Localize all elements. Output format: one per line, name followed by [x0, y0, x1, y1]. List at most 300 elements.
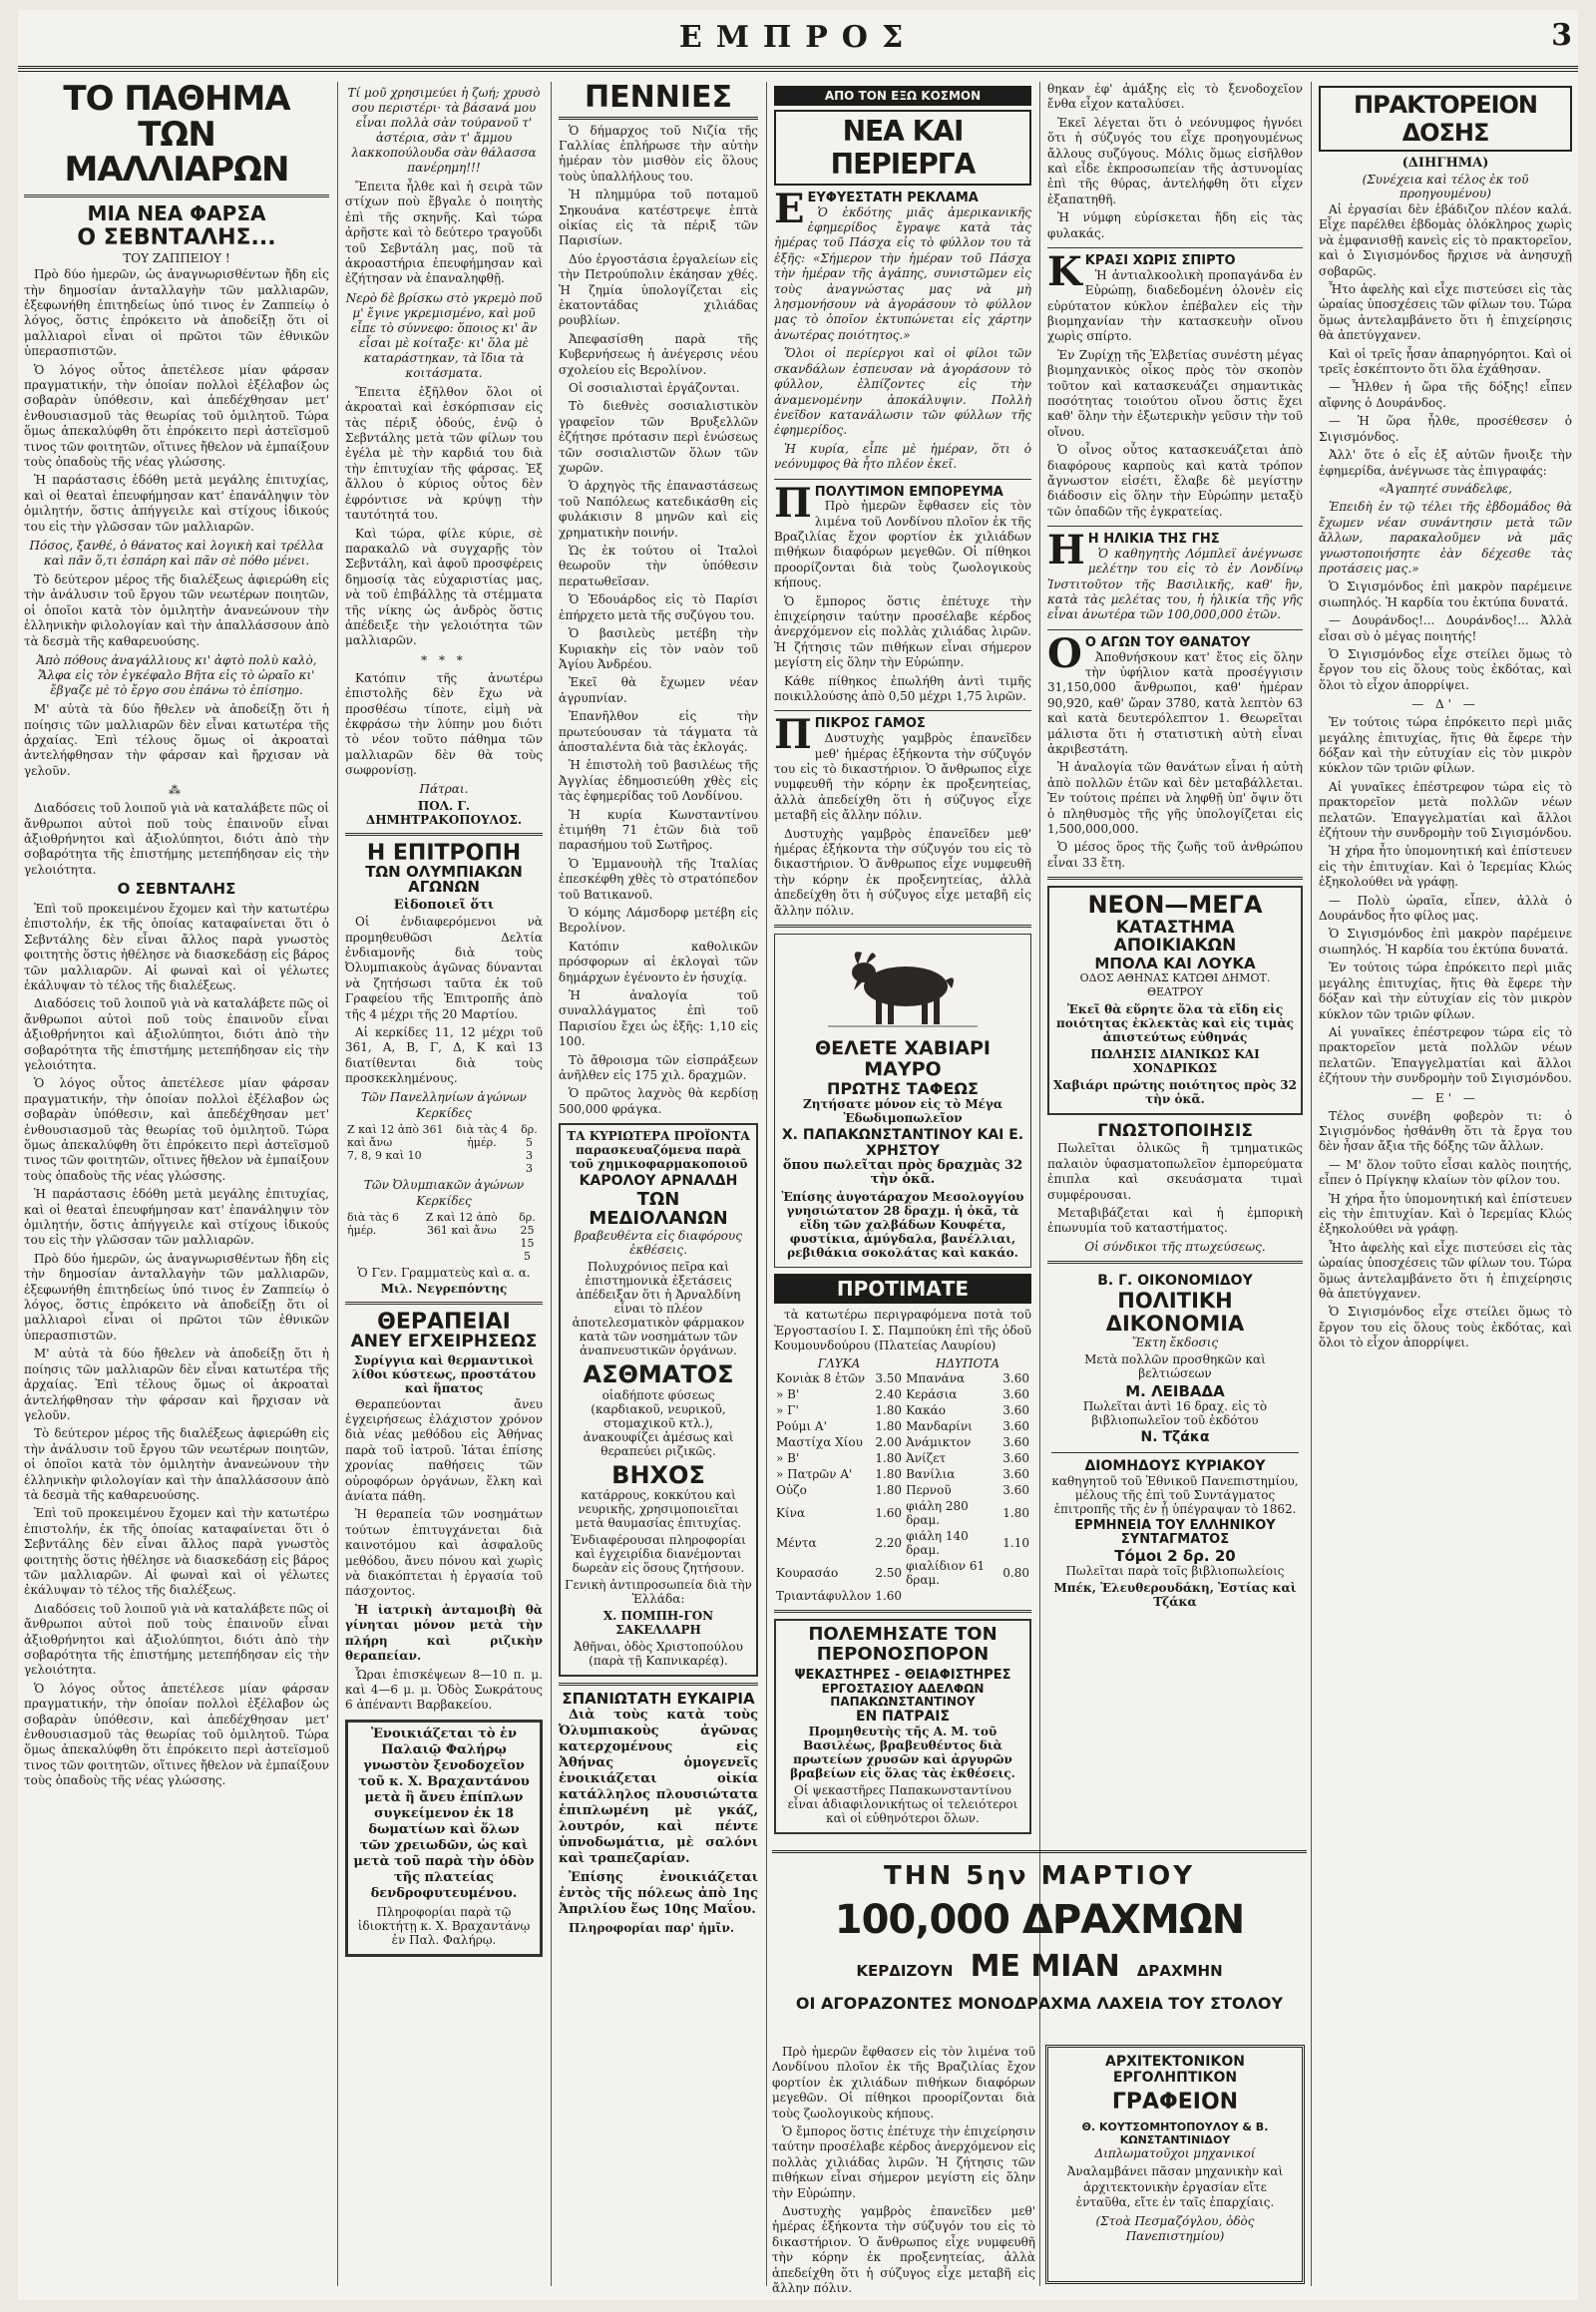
notice-signature: Μιλ. Νεγρεπόντης: [380, 1281, 508, 1296]
news-item: Τὸ ἄθροισμα τῶν εἰσπράξεων ἀνῆλθεν εἰς 175 χιλ. δραχμῶν.: [559, 1052, 758, 1083]
column-divider: [766, 82, 767, 2286]
ad-headline: ΠΟΛΕΜΗΣΑΤΕ ΤΟΝ ΠΕΡΟΝΟΣΠΟΡΟΝ: [808, 1624, 998, 1666]
news-item: Ὁ πρῶτος λαχνὸς θὰ κερδίσῃ 500,000 φράγκα.: [559, 1086, 758, 1116]
price-value: 2.40: [875, 1387, 903, 1402]
article-paragraph: Πρὸ δύο ἡμερῶν, ὡς ἀναγνωρισθέντων ἤδη εἰς τὴν δημοσίαν ἀνταλλαγὴν τῶν μαλλιαρῶν, ἐξεφωνήθη ἐπιτηδείως ὑπό τινος ἐν Ζαππείῳ ὁ λόγος, ὅστις ἐπρόκειτο νὰ ἀποδείξῃ ὅτι οἱ μαλλιαροὶ εἶναι οἱ πρῶτοι τῶν ἐθνικῶν ὑπερασπιστῶν.: [24, 267, 329, 359]
news-item: Τὸ διεθνὲς σοσιαλιστικὸν γραφεῖον τῶν Βρυξελλῶν ἐζήτησε πρότασιν περὶ ἑνώσεως τῶν σοσιαλιστῶν ὅλων τῶν χωρῶν.: [559, 399, 758, 476]
article-subhead: ΜΙΑ ΝΕΑ ΦΑΡΣΑ: [87, 201, 266, 226]
news-paragraph: Ἡ ἀντιαλκοολικὴ προπαγάνδα ἐν Εὐρώπῃ, διαδεδομένη ὁλονὲν εἰς εὐρύτατον κύκλον ἐπέβαλεν εἰς τὴν βιομηχανίαν τὴν κατασκευὴν οἴνου χωρὶς σπίρτο.: [1047, 267, 1303, 344]
price-item: Ἀνάμικτον: [906, 1435, 972, 1450]
price-item: Περνοῦ: [906, 1483, 952, 1498]
dropcap: Ε: [774, 186, 805, 232]
notice-signature: Οἱ σύνδικοι τῆς πτωχεύσεως.: [1084, 1239, 1266, 1254]
article-paragraph: Διαδόσεις τοῦ λοιποῦ γιὰ νὰ καταλάβετε πῶς οἱ ἄνθρωποι αὐτοὶ ποῦ τοὺς ἐπαινοῦν εἶναι ἀξιοθρήνητοι καὶ ἀξιολύπητοι, διότι ἀπὸ τὴν σοβαρότητα τῆς ἐπιστήμης μετεπήδησαν εἰς τὴν γελοιότητα.: [24, 996, 329, 1072]
dropcap: Κ: [1047, 248, 1082, 296]
news-item: Ἀπεφασίσθη παρὰ τῆς Κυβερνήσεως ἡ ἀνέγερσις νέου σχολείου εἰς Βερολίνον.: [559, 331, 758, 377]
notice-paragraph: Αἱ κερκίδες 11, 12 μέχρι τοῦ 361, Α, Β, Γ, Δ, Κ καὶ 13 διατίθενται διὰ τοὺς προσκεκλημένους.: [345, 1025, 543, 1086]
price-row: [774, 1370, 1031, 1386]
column-4-footer: [772, 2045, 1035, 2296]
news-headline: [774, 479, 1031, 527]
divider: [1047, 877, 1303, 880]
price-value: 3.60: [1002, 1483, 1029, 1498]
price-column-header: ΓΛΥΚΑ: [817, 1356, 861, 1371]
lottery-emphasis: ΜΕ ΜΙΑΝ: [970, 1949, 1120, 1984]
price-item: [904, 1588, 1000, 1604]
article-paragraph: Κατόπιν τῆς ἀνωτέρω ἐπιστολῆς δὲν ἔχω νὰ προσθέσω τίποτε, εἰμὴ νὰ ἐκφράσω τὴν λύπην μου διότι τὸ νέον τοῦτο πάθημα τῶν μαλλιαρῶν δὲν θὰ τοὺς σωφρονίσῃ.: [345, 670, 543, 778]
article-paragraph: Ἡ παράστασις ἐδόθη μετὰ μεγάλης ἐπιτυχίας, καὶ οἱ θεαταὶ ἐπευφήμησαν κατ' ἐπανάληψιν τὸν ὁμιλητήν, ὅστις ἀπήγγειλε καὶ στίχους ἰδικούς του εἰς τὴν γλῶσσαν τῶν μαλλιαρῶν.: [24, 473, 329, 534]
ad-subhead: ΕΡΓΟΣΤΑΣΙΟΥ ΑΔΕΛΦΩΝ ΠΑΠΑΚΩΝΣΤΑΝΤΙΝΟΥ: [821, 1682, 985, 1710]
ad-headline: ΑΡΧΙΤΕΚΤΟΝΙΚΟΝ ΕΡΓΟΛΗΠΤΙΚΟΝ: [1105, 2054, 1245, 2086]
ad-heading: ΑΣΘΜΑΤΟΣ: [583, 1360, 734, 1389]
schedule-cell: [448, 1149, 516, 1162]
lottery-text: ΚΕΡΔΙΖΟΥΝ: [856, 1962, 954, 1980]
price-value: 1.80: [875, 1483, 903, 1498]
news-paragraph: Ὁ οἶνος οὗτος κατασκευάζεται ἀπὸ διαφόρους καρποὺς καὶ κατὰ τρόπον ἄγνωστον εἰσέτι, ἔλαβε δὲ μεγίστην διάδοσιν εἰς ὅλην τὴν Εὐρώπην μεταξὺ τῶν ὀπαδῶν τῆς ἐγκρατείας.: [1047, 443, 1303, 519]
article-paragraph: Ὁ λόγος οὗτος ἀπετέλεσε μίαν φάρσαν πραγματικήν, τὴν ὁποίαν πολλοὶ ἐξέλαβον ὡς σοβαρὰν ὑπόθεσιν, καὶ ἀπεδέχθησαν μετ' ἐνθουσιασμοῦ τὰς θεωρίας τοῦ ὁμιλητοῦ. Τώρα ὅμως ἀπεκαλύφθη ὅτι ἐπρόκειτο περὶ ἀστεϊσμοῦ τινος τῶν φοιτητῶν, οἵτινες ἤθελον νὰ ἐμπαίξουν τοὺς ὀπαδοὺς τῆς νέας γλώσσης.: [24, 1681, 329, 1788]
ad-paragraph: Πληροφορίαι παρ' ἡμῖν.: [569, 1920, 734, 1935]
notice-headline: Η ΕΠΙΤΡΟΠΗ: [366, 840, 522, 866]
schedule-row: [345, 1162, 543, 1175]
article-paragraph: Τὸ δεύτερον μέρος τῆς διαλέξεως ἀφιερώθη εἰς τὴν ἀνάλυσιν τοῦ ἔργου τῶν νεωτέρων ποιητῶν, οἱ ὁποῖοι κατὰ τὸν ὁμιλητὴν ἀνανεώνουν τὴν ἑλληνικὴν φιλολογίαν καὶ τὴν ἀπαλλάσσουν ἀπὸ τὰ δεσμὰ τῆς καθαρευούσης.: [24, 573, 329, 648]
ad-paragraph: ΤΑ ΚΥΡΙΩΤΕΡΑ ΠΡΟΪΟΝΤΑ παρασκευαζόμενα παρὰ τοῦ χημικοφαρμακοποιοῦ: [567, 1129, 750, 1172]
masthead: [18, 10, 1578, 72]
ad-paragraph: Ἕκτη ἔκδοσις: [1131, 1335, 1219, 1349]
ad-headline: ΕΡΜΗΝΕΙΑ ΤΟΥ ΕΛΛΗΝΙΚΟΥ ΣΥΝΤΑΓΜΑΤΟΣ: [1074, 1518, 1276, 1548]
price-item: Μαστίχα Χίου: [776, 1435, 863, 1450]
price-row: [774, 1588, 1031, 1604]
price-item: Οὐζο: [776, 1483, 807, 1498]
price-value: 1.80: [875, 1451, 903, 1466]
price-item: » Β': [776, 1451, 800, 1466]
divider: [345, 833, 543, 836]
ad-name: Χ. ΠΑΠΑΚΩΝΣΤΑΝΤΙΝΟΥ ΚΑΙ Ε. ΧΡΗΣΤΟΥ: [781, 1127, 1024, 1159]
news-paragraph: Ἡ ἀναλογία τῶν θανάτων εἶναι ἡ αὐτὴ ἀπὸ πολλῶν ἐτῶν καὶ δὲν μεταβάλλεται. Ἐν τούτοις πρέπει νὰ ληφθῇ ὑπ' ὄψιν ὅτι ὁ πληθυσμὸς τῆς γῆς ὑπολογίζεται εἰς 1,500,000,000.: [1047, 760, 1303, 836]
story-paragraph: — Ἡ ὥρα ἦλθε, προσέθεσεν ὁ Σιγισμόνδος.: [1319, 414, 1572, 444]
article-verse: Πόσος, ξανθέ, ὁ θάνατος καὶ λογικὴ καὶ τρέλλα καὶ πᾶν ὅ,τι ἐσπάρη καὶ πᾶν σὲ πόθο μένει.: [29, 539, 324, 569]
ad-paragraph: Πωλεῖται παρὰ τοῖς βιβλιοπωλείοις: [1065, 1564, 1285, 1579]
article-verse: Νερὸ δὲ βρίσκω στὸ γκρεμὸ ποῦ μ' ἔγινε γκρεμισμένο, καὶ μοῦ εἶπε τὸ σύννεφο: ὅποιος κι' ἂν εἶσαι μὲ κοίταξε· κι' ὅλα μὲ καταράστηκαν, τὰ ἴδια τὰ κοιτάσματα.: [345, 290, 543, 380]
price-row: [774, 1434, 1031, 1450]
news-paragraph: Δυστυχὴς γαμβρὸς ἐπανεῖδεν μεθ' ἡμέρας ἑξήκοντα τὴν σύζυγόν του εἰς τὸ δικαστήριον. Ὁ ἄνθρωπος εἶχε νυμφευθῆ τὴν κόρην ἐκ προξενητείας, ἀλλὰ ἀπεδείχθη ὅτι ἡ σύζυγος εἶχε μεταβῆ εἰς ἄλλην πόλιν.: [774, 731, 1031, 823]
divider: [24, 194, 329, 197]
column-4: [768, 82, 1037, 1842]
story-paragraph: — Μ' ὅλον τοῦτο εἶσαι καλὸς ποιητής, εἶπεν ὁ Πρίγκηψ κλαίων τὸν φίλον του.: [1319, 1157, 1572, 1188]
ad-name: Θ. ΚΟΥΤΣΟΜΗΤΟΠΟΥΛΟΥ & Β. ΚΩΝΣΤΑΝΤΙΝΙΔΟΥ: [1081, 2120, 1269, 2146]
separator: ⁂: [169, 783, 185, 798]
schedule-label: Τῶν Ὀλυμπιακῶν ἀγώνων: [363, 1177, 525, 1192]
story-letter: «Ἀγαπητέ συνάδελφε,: [1378, 481, 1513, 496]
ad-paragraph: Θεραπεύονται ἄνευ ἐγχειρήσεως ἐλάχιστον χρόνον διὰ νέας μεθόδου εἰς Ἀθήνας παρὰ τοῦ ἰατροῦ. Ἰάται ἐπίσης χρονίας παθήσεις τῶν οὐροφόρων ὀργάνων, ἕλκη καὶ ἀνίατα πάθη.: [345, 1396, 543, 1504]
divider: [1047, 1261, 1303, 1264]
news-item: Κατόπιν καθολικῶν πρόσφορων αἱ ἐκλογαὶ τῶν δημάρχων ἐγένοντο ἐν ἡσυχίᾳ.: [559, 939, 758, 984]
article-headline: ΤΟ ΠΑΘΗΜΑ ΤΩΝ ΜΑΛΛΙΑΡΩΝ: [63, 79, 290, 191]
story-paragraph: Ὁ Σιγισμόνδος εἶχε στείλει ὅμως τὸ ἔργον του εἰς ὅλους τοὺς ἐκδότας, καὶ ὅλοι τὸ εἶχον ἀπορρίψει.: [1319, 646, 1572, 692]
dropcap: Π: [774, 711, 812, 759]
price-value: 3.60: [1002, 1403, 1029, 1418]
news-item: Ἐκεῖ θὰ ἔχωμεν νέαν ἀγρυπνίαν.: [559, 675, 758, 705]
price-value: 1.80: [1002, 1506, 1029, 1521]
news-item: Ἡ ἀναλογία τοῦ συναλλάγματος ἐπὶ τοῦ Παρισίου ἔχει ὡς ἑξῆς: 1,10 εἰς 100.: [559, 988, 758, 1049]
ad-subhead: ΠΡΩΤΗΣ ΤΑΦΕΩΣ: [827, 1078, 979, 1098]
schedule-cell: Ζ καὶ 12 ἀπὸ 361 καὶ ἄνω: [425, 1210, 498, 1237]
schedule-row: [345, 1250, 543, 1263]
ad-city: ΤΩΝ ΜΕΔΙΟΛΑΝΩΝ: [589, 1188, 728, 1230]
story-paragraph: Ἡ χήρα ἦτο ὑπομονητική καὶ ἐπίστευεν εἰς τὴν ἐπιτυχίαν. Καὶ ὁ Ἰερεμίας Κλώς ἐξηκολούθει νὰ γράφῃ.: [1319, 844, 1572, 890]
ad-paragraph: Προμηθευτὴς τῆς Α. Μ. τοῦ Βασιλέως, βραβευθέντος διὰ πρωτείων χρυσῶν καὶ ἀργυρῶν βραβείων εἰς ὅλας τὰς ἐκθέσεις.: [790, 1725, 1015, 1781]
signature-place: Πάτραι.: [419, 781, 469, 796]
price-row: [774, 1402, 1031, 1418]
ad-paragraph: Ἐπίσης ἀυγοτάραχον Μεσολογγίου γνησιώτατον 28 δραχμ. ἡ ὀκᾶ, τὰ εἴδη τῶν χαλβάδων Κουφέτα, φυστίκια, ἀμύγδαλα, βανέλλιαι, ρεβιθάκια σοκολάτας καὶ κακάο.: [781, 1190, 1024, 1261]
column-1: [18, 79, 335, 2286]
news-headline-text: Η ΗΛΙΚΙΑ ΤΗΣ ΓΗΣ: [1087, 532, 1220, 548]
price-item: Κακάο: [906, 1403, 946, 1418]
ad-paragraph: ΟΔΟΣ ΑΘΗΝΑΣ ΚΑΤΩΘΙ ΔΗΜΟΤ. ΘΕΑΤΡΟΥ: [1079, 971, 1271, 999]
news-paragraph: Πρὸ ἡμερῶν ἔφθασεν εἰς τὸν λιμένα τοῦ Λονδίνου πλοῖον ἐκ τῆς Βραζιλίας ἔχον φορτίον ἐκ χιλιάδων πιθήκων διαφόρων μεγεθῶν. Οἱ πίθηκοι προορίζονται διὰ τοὺς ζωολογικοὺς κήπους.: [774, 499, 1031, 590]
news-item: Ἡ πλημμύρα τοῦ ποταμοῦ Σηκουάνα κατέστρεψε ἑπτὰ οἰκίας εἰς τὰ πέριξ τῶν Παρισίων.: [559, 188, 758, 248]
news-paragraph: Ἡ κυρία, εἶπε μὲ ἡμέραν, ὅτι ὁ νεόνυμφος θὰ ἦτο πλέον ἐκεῖ.: [774, 441, 1031, 472]
rental-ad: [345, 1720, 543, 1957]
schedule-cell: διὰ τὰς 6 ἡμέρ.: [347, 1210, 400, 1237]
news-headline-text: ΠΟΛΥΤΙΜΟΝ ΕΜΠΟΡΕΥΜΑ: [814, 484, 1003, 500]
notice-paragraph: Μεταβιβάζεται καὶ ἡ ἐμπορικὴ ἐπωνυμία τοῦ καταστήματος.: [1047, 1205, 1303, 1236]
section-headline: ΠΕΝΝΙΕΣ: [559, 82, 758, 120]
article-subhead: Ο ΣΕΒΝΤΑΛΗΣ: [117, 880, 236, 899]
ad-paragraph: Ἐνδιαφέρουσαι πληροφορίαι καὶ ἐγχειρίδια διανέμονται δωρεὰν εἰς ὅσους ζητήσουν.: [571, 1533, 746, 1576]
ad-name: ΚΑΡΟΛΟΥ ΑΡΝΑΛΔΗ: [579, 1173, 738, 1190]
price-row: [774, 1418, 1031, 1434]
divider: [1047, 247, 1303, 248]
story-paragraph: — Πολὺ ὡραῖα, εἶπεν, ἀλλὰ ὁ Δουράνδος ἦτο φίλος μας.: [1319, 893, 1572, 924]
news-headline-text: ΚΡΑΣΙ ΧΩΡΙΣ ΣΠΙΡΤΟ: [1084, 253, 1236, 269]
sprayer-ad: [774, 1619, 1031, 1834]
price-value: 1.80: [875, 1403, 903, 1418]
news-item: Ὁ κόμης Λάμσδορφ μετέβη εἰς Βερολίνον.: [559, 906, 758, 936]
price-item: Κονιὰκ 8 ἐτῶν: [776, 1371, 866, 1386]
article-paragraph: Μ' αὐτὰ τὰ δύο ἤθελεν νὰ ἀποδείξῃ ὅτι ἡ ποίησις τῶν μαλλιαρῶν δὲν εἶναι κατωτέρα τῆς ἀρχαίας. Ἐπὶ τέλους ὅμως οἱ ἀκροαταὶ ἀντελήφθησαν τὴν φάρσαν καὶ ἤρχισαν νὰ γελοῦν.: [24, 702, 329, 778]
news-item: Οἱ σοσιαλισταὶ ἐργάζονται.: [569, 381, 740, 395]
news-item: Ἐπανῆλθον εἰς τὴν πρωτεύουσαν τὰ τάγματα τὰ ἀποσταλέντα διὰ τὰς ἐκλογάς.: [559, 709, 758, 754]
news-paragraph: Ὁ καθηγητὴς Λόμπλεϊ ἀνέγνωσε μελέτην του εἰς τὸ ἐν Λονδίνῳ Ἰνστιτοῦτον τῆς Βασιλικῆς, καθ' ἣν, κατὰ τὰς μελέτας του, ἡ ἡλικία τῆς γῆς εἶναι ἀνωτέρα τῶν 100,000,000 ἐτῶν.: [1047, 546, 1303, 622]
schedule-row: [345, 1149, 543, 1162]
dropcap: Η: [1047, 527, 1085, 575]
ad-paragraph: Ἐκεῖ θὰ εὕρητε ὅλα τὰ εἴδη εἰς ποιότητας ἐκλεκτὰς καὶ εἰς τιμὰς ἀπιστεύτως εὐθηνάς: [1056, 1002, 1294, 1045]
news-item: Ὁ βασιλεὺς μετέβη τὴν Κυριακὴν εἰς τὸν ναὸν τοῦ Ἁγίου Ἀνδρέου.: [559, 626, 758, 671]
article-paragraph: Ἐπὶ τοῦ προκειμένου ἔχομεν καὶ τὴν κατωτέρω ἐπιστολήν, ἐκ τῆς ὁποίας καταφαίνεται ὅτι ὁ Σεβντάλης δὲν εἶναι ἄλλος παρὰ γνωστὸς φοιτητὴς ὅστις ἠθέλησε νὰ διασκεδάσῃ εἰς βάρος τῶν μαλλιαρῶν. Αἱ φωναὶ καὶ οἱ γέλωτες ἐκάλυψαν τὸ τέλος τῆς διαλέξεως.: [24, 1506, 329, 1598]
ad-paragraph: Χαβιάρι πρώτης ποιότητος πρὸς 32 τὴν ὀκᾶ.: [1053, 1078, 1297, 1107]
price-item: Βανίλια: [906, 1467, 956, 1482]
divider: [774, 710, 1031, 711]
ad-headline: ΣΠΑΝΙΩΤΑΤΗ ΕΥΚΑΙΡΙΑ: [562, 1690, 755, 1709]
news-item: Ὁ Ἐδουάρδος εἰς τὸ Παρίσι ἐπήρχετο μετὰ τῆς συζύγου του.: [559, 592, 758, 622]
ad-paragraph: Οἱ ψεκαστῆρες Παπακωνσταντίνου εἶναι ἀδιαφιλονικήτως οἱ τελειότεροι καὶ οἱ εὐθηνότεροι ὅλων.: [787, 1783, 1018, 1826]
news-headline-text: ΕΥΦΥΕΣΤΑΤΗ ΡΕΚΛΑΜΑ: [807, 191, 979, 205]
ad-paragraph: Ἀθῆναι, ὁδὸς Χριστοπούλου (παρὰ τῇ Καπνικαρέᾳ).: [574, 1640, 743, 1669]
lottery-footer: ΟΙ ΑΓΟΡΑΖΟΝΤΕΣ ΜΟΝΟΔΡΑΧΜΑ ΛΑΧΕΙΑ ΤΟΥ ΣΤΟΛΟΥ: [795, 1994, 1284, 2013]
schedule-cell: διὰ τὰς 4 ἡμέρ.: [455, 1122, 508, 1149]
news-paragraph: Πρὸ ἡμερῶν ἔφθασεν εἰς τὸν λιμένα τοῦ Λονδίνου πλοῖον ἐκ τῆς Βραζιλίας ἔχον φορτίον ἐκ χιλιάδων πιθήκων διαφόρων μεγεθῶν. Οἱ πίθηκοι προορίζονται διὰ τοὺς ζωολογικοὺς κήπους.: [772, 2045, 1035, 2120]
ad-paragraph: ὅπου πωλεῖται πρὸς δραχμὰς 32 τὴν ὀκᾶ.: [782, 1158, 1023, 1188]
price-value: 1.80: [875, 1419, 903, 1434]
article-paragraph: Ἡ παράστασις ἐδόθη μετὰ μεγάλης ἐπιτυχίας, καὶ οἱ θεαταὶ ἐπευφήμησαν κατ' ἐπανάληψιν τὸν ὁμιλητήν, ὅστις ἀπήγγειλε καὶ στίχους ἰδικούς του εἰς τὴν γλῶσσαν τῶν μαλλιαρῶν.: [24, 1187, 329, 1248]
article-paragraph: Μ' αὐτὰ τὰ δύο ἤθελεν νὰ ἀποδείξῃ ὅτι ἡ ποίησις τῶν μαλλιαρῶν δὲν εἶναι κατωτέρα τῆς ἀρχαίας. Ἐπὶ τέλους ὅμως οἱ ἀκροαταὶ ἀντελήφθησαν τὴν φάρσαν καὶ ἤρχισαν νὰ γελοῦν.: [24, 1347, 329, 1422]
story-paragraph: Αἱ γυναῖκες ἐπέστρεφον τώρα εἰς τὸ πρακτορεῖον μετὰ πολλῶν νέων πελατῶν. Ἐπαγγελματίαι καὶ ἄλλοι ἐζήτουν τὴν συνδρομὴν τοῦ Σιγισμόνδου.: [1319, 1024, 1572, 1086]
news-headline: [774, 711, 1031, 759]
schedule-label: Κερκίδες: [416, 1105, 472, 1120]
ad-heading: ΒΗΧΟΣ: [611, 1460, 705, 1489]
ad-paragraph: Γενικὴ ἀντιπροσωπεία διὰ τὴν Ἑλλάδα:: [565, 1578, 752, 1607]
ad-paragraph: Ἀναλαμβάνει πᾶσαν μηχανικὴν καὶ ἀρχιτεκτονικὴν ἐργασίαν εἴτε ἐνταῦθα, εἴτε ἐν ταῖς ἐπαρχίαις.: [1066, 2164, 1284, 2210]
news-headline: [1047, 248, 1303, 296]
story-paragraph: Τέλος συνέβη φοβερὸν τι: ὁ Σιγισμόνδος ἠσθάνθη ὅτι τὰ ἔργα του δὲν ἦσαν ἄξια τῆς δόξης τῶν ἄλλων.: [1319, 1108, 1572, 1154]
ad-paragraph: Διπλωματοῦχοι μηχανικοί: [1094, 2146, 1256, 2160]
ad-paragraph: καθηγητοῦ τοῦ Ἐθνικοῦ Πανεπιστημίου, μέλους τῆς ἐπὶ τοῦ Συντάγματος ἐπιτροπῆς τῆς ἐν ᾗ ὑπέγραψαν τὸ 1862.: [1051, 1474, 1299, 1517]
column-5: [1041, 82, 1309, 1842]
ad-price: Τόμοι 2 δρ. 20: [1114, 1546, 1236, 1565]
price-column-header: ΗΔΥΠΟΤΑ: [936, 1356, 1000, 1371]
price-row: [774, 1482, 1031, 1498]
news-paragraph: Δυστυχὴς γαμβρὸς ἐπανεῖδεν μεθ' ἡμέρας ἑξήκοντα τὴν σύζυγόν του εἰς τὸ δικαστήριον. Ὁ ἄνθρωπος εἶχε νυμφευθῆ τὴν κόρην ἐκ προξενητείας, ἀλλὰ ἀπεδείχθη ὅτι ἡ σύζυγος εἶχε μεταβῆ εἰς ἄλλην πόλιν.: [772, 2204, 1035, 2296]
ad-paragraph: Διὰ τοὺς κατὰ τοὺς Ὀλυμπιακοὺς ἀγῶνας κατερχομένους εἰς Ἀθήνας ὁμογενεῖς ἐνοικιάζεται οἰκία κατάλληλος πλουσιώτατα ἐπιπλωμένη μὲ γκάζ, λουτρόν, καὶ πέντε ὑπνοδωμάτια, μὲ σαλόνι καὶ τραπεζαρίαν.: [559, 1707, 758, 1866]
story-paragraph: — Δουράνδος!... Δουράνδος!... Ἀλλὰ εἶσαι σὺ ὁ μέγας ποιητής!: [1319, 613, 1572, 643]
article-paragraph: Ἐπὶ τοῦ προκειμένου ἔχομεν καὶ τὴν κατωτέρω ἐπιστολήν, ἐκ τῆς ὁποίας καταφαίνεται ὅτι ὁ Σεβντάλης δὲν εἶναι ἄλλος παρὰ γνωστὸς φοιτητὴς ὅστις ἠθέλησε νὰ διασκεδάσῃ εἰς βάρος τῶν μαλλιαρῶν. Αἱ φωναὶ καὶ οἱ γέλωτες ἐκάλυψαν τὸ τέλος τῆς διαλέξεως.: [24, 901, 329, 992]
price-value: 1.60: [875, 1589, 903, 1604]
notice-subhead: Εἰδοποιεῖ ὅτι: [393, 898, 495, 914]
schedule-cell: 15: [520, 1236, 535, 1250]
story-paragraph: Ἦτο ἀφελὴς καὶ εἶχε πιστεύσει εἰς τὰς ὡραίας ὑποσχέσεις τῶν φίλων του. Τώρα ὅμως ἀντελαμβάνετο ὅτι ἡ ἐπιχείρησις θὰ ἀπετύγχανεν.: [1319, 282, 1572, 343]
notice-headline: ΓΝΩΣΤΟΠΟΙΗΣΙΣ: [1097, 1121, 1253, 1142]
ad-subhead: ΨΕΚΑΣΤΗΡΕΣ - ΘΕΙΑΦΙΣΤΗΡΕΣ: [794, 1667, 1011, 1683]
ad-paragraph: Ἐπίσης ἐνοικιάζεται ἐντὸς τῆς πόλεως ἀπὸ 1ης Ἀπριλίου ἕως 10ης Μαΐου.: [559, 1869, 758, 1917]
price-value: 3.60: [1002, 1371, 1029, 1386]
separator: * * *: [421, 652, 467, 667]
price-item: » Β': [776, 1387, 800, 1402]
schedule-cell: δρ. 5: [521, 1122, 538, 1149]
price-item: Μέντα: [776, 1536, 817, 1551]
newspaper-page: [18, 10, 1578, 2300]
column-divider: [337, 82, 338, 2286]
lottery-date: ΤΗΝ 5ην ΜΑΡΤΙΟΥ: [883, 1861, 1196, 1891]
news-headline: [774, 186, 1031, 232]
story-paragraph: Ἡ χήρα ἦτο ὑπομονητική καὶ ἐπίστευεν εἰς τὴν ἐπιτυχίαν. Καὶ ὁ Ἰερεμίας Κλώς ἐξηκολούθει νὰ γράφῃ.: [1319, 1191, 1572, 1237]
price-item: » Γ': [776, 1403, 799, 1418]
ad-name: Μ. ΛΕΙΒΑΔΑ: [1125, 1381, 1225, 1400]
price-value: 0.80: [1002, 1566, 1029, 1581]
ad-headline: ΘΕΡΑΠΕΙΑΙ: [377, 1309, 511, 1335]
price-value: 3.60: [1002, 1387, 1029, 1402]
divider: [1051, 1452, 1299, 1453]
lottery-text: ΔΡΑΧΜΗΝ: [1136, 1962, 1223, 1980]
price-value: 1.80: [875, 1467, 903, 1482]
price-item: Μπανάνα: [906, 1371, 966, 1386]
price-value: 2.00: [875, 1435, 903, 1450]
article-paragraph: Ἔπειτα ἦλθε καὶ ἡ σειρὰ τῶν στίχων ποὺ ἔβγαλε ὁ ποιητὴς ἐπὶ τῆς σκηνῆς. Καὶ τώρα ἀρῆστε καὶ τὸ δεύτερο τραγοῦδι τοῦ Σεβντάλη μας, ποῦ τὰ ἀκροαστήρια ἐπευφήμησαν καὶ ἐζήτησαν νὰ ἐπαναληφθῇ.: [345, 180, 543, 286]
schedule-cell: 3: [525, 1161, 533, 1175]
price-item: » Πατρῶν Α': [776, 1467, 853, 1482]
story-paragraph: Καὶ οἱ τρεῖς ἦσαν ἀπαρηγόρητοι. Καὶ οἱ τρεῖς ἐσκέπτοντο ὅτι ὅλα ἐχάθησαν.: [1319, 346, 1572, 377]
ad-paragraph: Πωλεῖται ἀντὶ 16 δραχ. εἰς τὸ βιβλιοπωλεῖον τοῦ ἐκδότου: [1082, 1399, 1268, 1428]
story-paragraph: Ὁ Σιγισμόνδος ἐπὶ μακρὸν παρέμεινε σιωπηλός. Ἡ καρδία του ἐκτύπα δυνατά.: [1319, 927, 1572, 957]
ad-name: Ν. Τζάκα: [1140, 1429, 1210, 1446]
schedule-row: [345, 1123, 543, 1149]
price-value: 3.50: [875, 1371, 903, 1386]
news-paragraph: Δυστυχὴς γαμβρὸς ἐπανεῖδεν μεθ' ἡμέρας ἑξήκοντα τὴν σύζυγόν του εἰς τὸ δικαστήριον. Ὁ ἄνθρωπος εἶχε νυμφευθῆ τὴν κόρην ἐκ προξενητείας, ἀλλὰ ἀπεδείχθη ὅτι ἡ σύζυγος εἶχε μεταβῆ εἰς ἄλλην πόλιν.: [774, 826, 1031, 918]
ad-paragraph: οἱαδήποτε φύσεως (καρδιακοῦ, νευρικοῦ, στομαχικοῦ κτλ.), ἀνακουφίζει ἀμέσως καὶ θεραπεύει ριζικῶς.: [583, 1387, 734, 1458]
ad-paragraph: Ἡ ἰατρικὴ ἀνταμοιβὴ θὰ γίνηται μόνον μετὰ τὴν πλήρη καὶ ριζικὴν θεραπείαν.: [345, 1602, 543, 1664]
news-paragraph: Ὅλοι οἱ περίεργοι καὶ οἱ φίλοι τῶν σκανδάλων ἐσπευσαν νὰ ἀγοράσουν τὸ φύλλον, ἐλπίζοντες εἰς τὴν ἀναμενομένην ἀποκάλυψιν. Πολλὴ ἐνεῖδον κατανάλωσιν τῶν φύλλων τῆς ἐφημερίδος.: [774, 346, 1031, 438]
schedule-cell: [412, 1237, 512, 1250]
price-value: 1.60: [875, 1506, 903, 1521]
news-paragraph: Ἐκεῖ λέγεται ὅτι ὁ νεόνυμφος ἠγνόει ὅτι ἡ σύζυγός του εἶχε προηγουμένως ἄλλους συζύγους. Μόλις ὅμως εἰσῆλθον καὶ εἶδε ἐκπροσωπείαν τῆς ἀστυνομίας ἐπὶ τῆς θύρας, ἀντελήφθη ὅτι εἶχεν ἐξαπατηθῆ.: [1047, 115, 1303, 206]
separator: — Ε' —: [1411, 1090, 1479, 1105]
column-6: [1313, 82, 1578, 2286]
news-paragraph: Ἐν Ζυρίχῃ τῆς Ἑλβετίας συνέστη μέγας βιομηχανικὸς οἶκος πρὸς τὸν σκοπὸν τοῦτον καὶ κατασκευάζει σημαντικὰς ποσότητας τοιούτου οἴνου ὅστις ἔχει καθ' ὅλην τὴν ἐξωτερικὴν γεῦσιν τὴν τοῦ οἴνου.: [1047, 347, 1303, 439]
article-subhead: Ο ΣΕΒΝΤΑΛΗΣ...: [77, 225, 276, 251]
lottery-ad: [772, 1850, 1307, 2030]
ad-headline: ΠΟΛΙΤΙΚΗ ΔΙΚΟΝΟΜΙΑ: [1105, 1288, 1245, 1336]
story-paragraph: Ὁ Σιγισμόνδος ἐπὶ μακρὸν παρέμεινε σιωπηλός. Ἡ καρδία του ἐκτύπα δυνατά.: [1319, 579, 1572, 609]
story-paragraph: Αἱ ἐργασίαι δὲν ἐβάδιζον πλέον καλά. Εἶχε παρέλθει ἑβδομὰς ὁλόκληρος χωρὶς νὰ ἐμφανισθῇ κανεὶς εἰς τὸ πρακτορεῖον, καὶ ὁ Σιγισμόνδος ἤρχισε νὰ ἀνησυχῇ σοβαρῶς.: [1319, 202, 1572, 278]
schedule-cell: [345, 1250, 412, 1263]
price-item: φιάλη 280 δραμ.: [906, 1499, 969, 1528]
ad-paragraph: Ἐνοικιάζεται τὸ ἐν Παλαιῷ Φαλήρῳ γνωστὸν ξενοδοχεῖον τοῦ κ. Χ. Βραχαντάνου μετὰ ἢ ἄνευ ἐπίπλων συγκείμενον ἐκ 18 δωματίων καὶ ὅλων τῶν χρειωδῶν, ὡς καὶ μετὰ τοῦ παρὰ τὴν ὁδὸν τῆς πλατείας δενδροφυτευμένου.: [353, 1726, 535, 1901]
price-value: [1000, 1588, 1031, 1604]
price-table: [774, 1356, 1031, 1604]
ad-paragraph: βραβευθέντα εἰς διαφόρους ἐκθέσεις.: [575, 1229, 742, 1258]
price-value: 3.60: [1002, 1419, 1029, 1434]
pharmacy-ad: [559, 1123, 758, 1677]
price-value: 2.50: [875, 1566, 903, 1581]
news-headline: [1047, 629, 1303, 677]
section-kicker: ΑΠΟ ΤΟΝ ΕΞΩ ΚΟΣΜΟΝ: [774, 86, 1031, 106]
schedule-cell: Ζ καὶ 12 ἀπὸ 361 καὶ ἄνω: [347, 1122, 444, 1149]
divider: [1047, 526, 1303, 527]
grocery-ad: [1047, 886, 1303, 1115]
ad-headline: ΠΡΟΤΙΜΑΤΕ: [774, 1274, 1031, 1304]
ad-paragraph: Πολυχρόνιος πεῖρα καὶ ἐπιστημονικὰ ἐξετάσεις ἀπέδειξαν ὅτι ἡ Ἀρναλδίνη εἶναι τὸ πλέον ἀποτελεσματικὸν φάρμακον κατὰ τῶν νοσημάτων τῶν ἀναπνευστικῶν ὀργάνων.: [572, 1260, 745, 1358]
ad-paragraph: Μετὰ πολλῶν προσθηκῶν καὶ βελτιώσεων: [1084, 1351, 1266, 1380]
schedule-cell: [412, 1250, 512, 1263]
news-paragraph: Ἡ νύμφη εὑρίσκεται ἤδη εἰς τὰς φυλακάς.: [1047, 210, 1303, 240]
price-item: Ἀνίζετ: [906, 1451, 947, 1466]
news-item: Ὡς ἐκ τούτου οἱ Ἰταλοὶ θεωροῦν τὴν ὑπόθεσιν περατωθεῖσαν.: [559, 544, 758, 588]
ad-subhead: ΜΠΟΛΑ ΚΑΙ ΛΟΥΚΑ: [1094, 954, 1256, 972]
section-headline: ΝΕΑ ΚΑΙ ΠΕΡΙΕΡΓΑ: [774, 110, 1031, 186]
seat-schedule: [345, 1211, 543, 1263]
price-item: Κεράσια: [906, 1387, 958, 1402]
news-item: Ἡ ἐπιστολὴ τοῦ βασιλέως τῆς Ἀγγλίας ἐδημοσιεύθη χθὲς εἰς τὰς ἐφημερίδας τοῦ Λονδίνου.: [559, 758, 758, 804]
architect-ad: [1045, 2045, 1305, 2284]
schedule-row: [345, 1211, 543, 1237]
story-paragraph: Ἐν τούτοις τώρα ἐπρόκειτο περὶ μιᾶς μεγάλης ἐπιτυχίας, ἥτις θὰ ἔφερε τὴν δόξαν καὶ τὴν εὐτυχίαν εἰς τὸν μικρὸν κύκλον τῶν τριῶν φίλων.: [1319, 715, 1572, 776]
article-paragraph: Καὶ τώρα, φίλε κύριε, σὲ παρακαλῶ νὰ συγχαρῇς τὸν Σεβντάλη, καὶ ἀφοῦ προσφέρεις δημοσίᾳ τὰς εὐχαριστίας μας, νὰ τοῦ ἐπιβάλλῃς τὰ στέμματα τῆς νίκης ὡς ἀνδρὸς ὅστις ἀπέδειξε τὴν γελοιότητα τῶν μαλλιαρῶν.: [345, 526, 543, 648]
price-value: 1.10: [1002, 1536, 1029, 1551]
ad-paragraph: Χ. ΠΟΜΠΗ-ΓΟΝ ΣΑΚΕΛΛΑΡΗ: [602, 1609, 714, 1638]
ad-headline: ΝΕΟΝ—ΜΕΓΑ: [1087, 891, 1263, 920]
news-headline-text: Ο ΑΓΩΝ ΤΟΥ ΘΑΝΑΤΟΥ: [1084, 634, 1251, 650]
article-paragraph: Ὁ λόγος οὗτος ἀπετέλεσε μίαν φάρσαν πραγματικήν, τὴν ὁποίαν πολλοὶ ἐξέλαβον ὡς σοβαρὰν ὑπόθεσιν, καὶ ἀπεδέχθησαν μετ' ἐνθουσιασμοῦ τὰς θεωρίας τοῦ ὁμιλητοῦ. Τώρα ὅμως ἀπεκαλύφθη ὅτι ἐπρόκειτο περὶ ἀστεϊσμοῦ τινος τῶν φοιτητῶν, οἵτινες ἤθελον νὰ ἐμπαίξουν τοὺς ὀπαδοὺς τῆς νέας γλώσσης.: [24, 1076, 329, 1183]
column-3: [553, 82, 764, 2286]
article-paragraph: Διαδόσεις τοῦ λοιποῦ γιὰ νὰ καταλάβετε πῶς οἱ ἄνθρωποι αὐτοὶ ποῦ τοὺς ἐπαινοῦν εἶναι ἀξιοθρήνητοι καὶ ἀξιολύπητοι, διότι ἀπὸ τὴν σοβαρότητα τῆς ἐπιστήμης μετεπήδησαν εἰς τὴν γελοιότητα.: [24, 801, 329, 877]
price-item: Ρούμι Α': [776, 1419, 827, 1434]
price-item: Κουρασάο: [776, 1566, 839, 1581]
signature: ΠΟΛ. Γ. ΔΗΜΗΤΡΑΚΟΠΟΥΛΟΣ.: [365, 798, 523, 827]
price-item: φιαλίδιον 61 δραμ.: [906, 1559, 986, 1588]
news-item: Ὁ Ἐμμανουὴλ τῆς Ἰταλίας ἐπεσκέφθη χθὲς τὸ στρατόπεδον τοῦ Βατικανοῦ.: [559, 856, 758, 902]
price-item: Κίνα: [776, 1506, 806, 1521]
story-paragraph: Ἐπειδὴ ἐν τῷ τέλει τῆς ἑβδομάδος θὰ ἔχωμεν νέαν συνάντησιν μετὰ τῶν ἄλλων, παρακαλοῦμεν νὰ μᾶς γνωστοποιήσητε ἐὰν δέχεσθε τὰς προτάσεις μας.»: [1319, 500, 1572, 576]
price-row: [774, 1466, 1031, 1482]
price-item: φιάλη 140 δραμ.: [906, 1529, 969, 1558]
ad-author: Β. Γ. ΟΙΚΟΝΟΜΙΔΟΥ: [1097, 1273, 1253, 1290]
story-paragraph: Ὁ Σιγισμόνδος εἶχε στείλει ὅμως τὸ ἔργον του εἰς ὅλους τοὺς ἐκδότας, καὶ ὅλοι τὸ εἶχον ἀπορρίψει.: [1319, 1305, 1572, 1350]
book-ad: [1047, 1270, 1303, 1616]
ad-headline: ΚΑΤΑΣΤΗΜΑ ΑΠΟΙΚΙΑΚΩΝ: [1113, 917, 1237, 957]
column-divider: [1311, 82, 1312, 2286]
separator: — Δ' —: [1411, 697, 1479, 712]
news-paragraph: Κάθε πίθηκος ἐπωλήθη ἀντὶ τιμῆς ποικιλλούσης ἀπὸ 0,50 μέχρι 1,75 λιρῶν.: [774, 673, 1031, 704]
news-paragraph: θηκαν ἐφ' ἁμάξης εἰς τὸ ξενοδοχεῖον ἔνθα εἶχον καταλύσει.: [1047, 82, 1303, 112]
schedule-cell: 3: [525, 1148, 533, 1162]
ad-headline: ΓΡΑΦΕΙΟΝ: [1111, 2090, 1239, 2115]
news-item: Ἡ κυρία Κωνσταντίνου ἐτιμήθη 71 ἐτῶν διὰ τοῦ παρασήμου τοῦ Σωτῆρος.: [559, 807, 758, 853]
schedule-label: Τῶν Πανελληνίων ἀγώνων: [361, 1089, 527, 1104]
lottery-line: [772, 1949, 1307, 1984]
ad-paragraph: Πληροφορίαι παρὰ τῷ ἰδιοκτήτῃ κ. Χ. Βραχαντάνῳ ἐν Παλ. Φαλήρῳ.: [357, 1904, 531, 1947]
masthead-rule: [18, 66, 1578, 67]
price-row: [774, 1528, 1031, 1558]
schedule-cell: δρ. 25: [519, 1210, 536, 1237]
page-number: 3: [1551, 18, 1572, 53]
notice-paragraph: Οἱ ἐνδιαφερόμενοι νὰ προμηθευθῶσι Δελτία ἐνδιαμονῆς διὰ τοὺς Ὀλυμπιακοὺς ἀγῶνας δύνανται νὰ ζητήσωσι ταῦτα ἐκ τοῦ Γραφείου τῆς Ἐπιτροπῆς ἀπὸ τῆς 4 μέχρι τῆς 20 Μαρτίου.: [345, 915, 543, 1021]
story-paragraph: Αἱ γυναῖκες ἐπέστρεφον τώρα εἰς τὸ πρακτορεῖον μετὰ πολλῶν νέων πελατῶν. Ἐπαγγελματίαι καὶ ἄλλοι ἐζήτουν τὴν συνδρομὴν τοῦ Σιγισμόνδου.: [1319, 779, 1572, 841]
story-paragraph: Ἦτο ἀφελὴς καὶ εἶχε πιστεύσει εἰς τὰς ὡραίας ὑποσχέσεις τῶν φίλων του. Τώρα ὅμως ἀντελαμβάνετο ὅτι ἡ ἐπιχείρησις θὰ ἀπετύγχανεν.: [1319, 1240, 1572, 1301]
dropcap: Π: [774, 479, 812, 527]
divider: [559, 1683, 758, 1686]
seat-schedule: [345, 1123, 543, 1175]
story-headline: ΠΡΑΚΤΟΡΕΙΟΝ ΔΟΣΗΣ: [1319, 86, 1572, 152]
news-paragraph: Ὁ ἔμπορος ὅστις ἐπέτυχε τὴν ἐπιχείρησιν ταύτην προσέλαβε κέρδος ἀνερχόμενον εἰς πολλὰς χιλιάδας λιρῶν. Ἡ ζήτησις τῶν πιθήκων εἶναι σήμερον μεγίστη εἰς ὅλην τὴν Εὐρώπην.: [772, 2124, 1035, 2200]
news-item: Ὁ δήμαρχος τοῦ Νιζία τῆς Γαλλίας ἐπλήρωσε τὴν αὐτὴν ἡμέραν τὸν μισθὸν εἰς ὅλους τοὺς ὑπαλλήλους του.: [559, 123, 758, 184]
schedule-label: Κερκίδες: [416, 1193, 472, 1208]
divider: [1047, 629, 1303, 630]
price-row: [774, 1450, 1031, 1466]
ad-paragraph: Ἡ θεραπεία τῶν νοσημάτων τούτων ἐπιτυγχάνεται διὰ καινοτόμου καὶ ἀσφαλοῦς μεθόδου, ἄνευ πόνου καὶ χωρὶς νὰ διακόπτεται ἡ ἐργασία τοῦ πάσχοντος.: [345, 1507, 543, 1599]
price-row: [774, 1558, 1031, 1588]
schedule-cell: 7, 8, 9 καὶ 10: [347, 1148, 422, 1162]
divider: [774, 1610, 1031, 1613]
ad-paragraph: Μπέκ, Ἐλευθερουδάκη, Ἑστίας καὶ Τζάκα: [1053, 1581, 1297, 1610]
news-item: Ὁ ἀρχηγὸς τῆς ἐπαναστάσεως τοῦ Ναπόλεως κατεδικάσθη εἰς φυλάκισιν 8 μηνῶν καὶ εἰς χρηματικὴν ποινήν.: [559, 479, 758, 540]
ad-headline: ΘΕΛΕΤΕ ΧΑΒΙΑΡΙ ΜΑΥΡΟ: [815, 1036, 991, 1080]
news-paragraph: Ὁ μέσος ὅρος τῆς ζωῆς τοῦ ἀνθρώπου εἶναι 33 ἔτη.: [1047, 840, 1303, 870]
article-paragraph: Ἔπειτα ἐξῆλθον ὅλοι οἱ ἀκροαταὶ καὶ ἐσκόρπισαν εἰς τὰς πέριξ ὁδούς, ἐνῷ ὁ Σεβντάλης μετὰ τῶν φίλων του ἐγέλα μὲ τὴν καρδιά του διὰ τὴν ἐπιτυχίαν τῆς φάρσας. Ἐξ ἄλλου ὁ κύριος οὗτος δὲν ἐφρόντισε νὰ κρύψῃ τὴν ταυτότητά του.: [345, 384, 543, 523]
article-paragraph: Τὸ δεύτερον μέρος τῆς διαλέξεως ἀφιερώθη εἰς τὴν ἀνάλυσιν τοῦ ἔργου τῶν νεωτέρων ποιητῶν, οἱ ὁποῖοι κατὰ τὸν ὁμιλητὴν ἀνανεώνουν τὴν ἑλληνικὴν φιλολογίαν καὶ τὴν ἀπαλλάσσουν ἀπὸ τὰ δεσμὰ τῆς καθαρευούσης.: [24, 1426, 329, 1502]
divider: [774, 925, 1031, 928]
price-value: 2.20: [875, 1536, 903, 1551]
story-paragraph: Ἀλλ' ὅτε ὁ εἷς ἐξ αὐτῶν ἤνοιξε τὴν ἐφημερίδα, ἀνέγνωσε τὰς ἐπιγραφάς:: [1319, 448, 1572, 478]
schedule-row: [345, 1237, 543, 1250]
schedule-cell: [345, 1237, 412, 1250]
price-value: 3.60: [1002, 1435, 1029, 1450]
article-verse: Ἀπὸ πόθους ἀναγάλλιους κι' ἀφτὸ πολὺ καλὸ, Ἄλφα εἰς τὸν ἐγκέφαλο Βῆτα εἰς τὸ ὠραῖο κι' ἔβγαζε μὲ τὸ ἔργο σου ἐπάνω τὸ ἐπίσημο.: [36, 653, 317, 698]
price-row: [774, 1498, 1031, 1528]
price-rows: [774, 1370, 1031, 1604]
price-row: [774, 1386, 1031, 1402]
price-item: Μανδαρίνι: [906, 1419, 973, 1434]
schedule-cell: [448, 1162, 516, 1175]
price-value: 3.60: [1002, 1451, 1029, 1466]
article-paragraph: Διαδόσεις τοῦ λοιποῦ γιὰ νὰ καταλάβετε πῶς οἱ ἄνθρωποι αὐτοὶ ποῦ τοὺς ἐπαινοῦν εἶναι ἀξιοθρήνητοι καὶ ἀξιολύπητοι, διότι ἀπὸ τὴν σοβαρότητα τῆς ἐπιστήμης μετεπήδησαν εἰς τὴν γελοιότητα.: [24, 1601, 329, 1678]
